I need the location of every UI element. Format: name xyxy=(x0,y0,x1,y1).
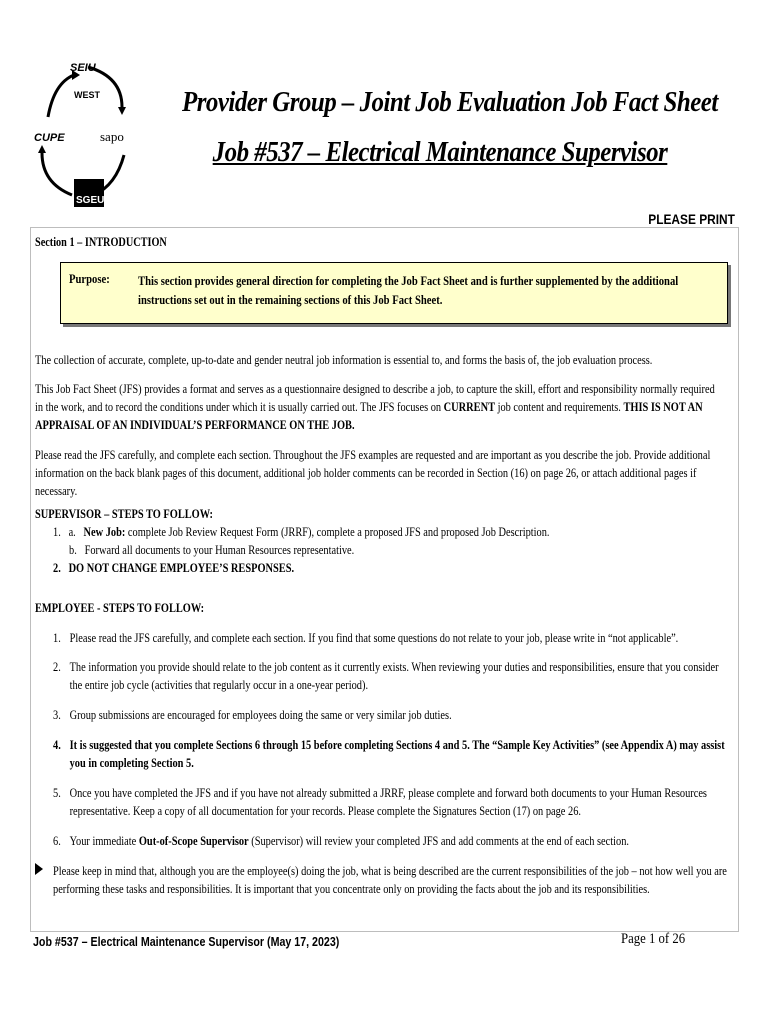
purpose-box xyxy=(60,262,728,324)
job-title: Job #537 – Electrical Maintenance Supervisor xyxy=(212,136,668,168)
purpose-text: This section provides general direction for completing the Job Fact Sheet and is further supplemented by the additional instructions set out in the remaining sections of this Job Fact Sheet. xyxy=(138,274,679,307)
instructions-paragraph: Please read the JFS carefully, and complete each section. Throughout the JFS examples are requested and are important as you describe the job. Provide additional information on the back blank pages of this document, additional job holder comments can be recorded in Section (16) on page 26, or attach additional pages if necessary. xyxy=(35,448,711,498)
document-title: Provider Group – Joint Job Evaluation Job Fact Sheet xyxy=(182,86,718,118)
supervisor-step-1b: b. Forward all documents to your Human Resources representative. xyxy=(69,543,355,557)
svg-text:WEST: WEST xyxy=(74,90,100,100)
supervisor-step-1a: 1. a. New Job: complete Job Review Request Form (JRRF), complete a proposed JFS and proposed Job Description. xyxy=(53,525,550,539)
svg-text:SEIU: SEIU xyxy=(70,62,96,74)
section-frame xyxy=(30,227,739,932)
reminder-note: Please keep in mind that, although you are the employee(s) doing the job, what is being described are the current responsibilities of the job – not how well you are performing these tasks and responsibilities. It is important that you concentrate only on providing the facts about the job and its responsibilities. xyxy=(53,864,727,896)
svg-text:CUPE: CUPE xyxy=(34,132,65,144)
svg-text:sapo: sapo xyxy=(100,129,124,144)
footer-job-title: Job #537 – Electrical Maintenance Supervisor (May 17, 2023) xyxy=(33,934,340,949)
page-number: Page 1 of 26 xyxy=(621,931,686,947)
purpose-label: Purpose: xyxy=(69,272,110,286)
intro-paragraph: The collection of accurate, complete, up-to-date and gender neutral job information is essential to, and forms the basis of, the job evaluation process. xyxy=(35,353,653,367)
employee-heading: EMPLOYEE - STEPS TO FOLLOW: xyxy=(35,601,205,615)
svg-text:SGEU: SGEU xyxy=(76,195,105,206)
employee-step-2: 2. The information you provide should relate to the job content as it currently exists. When reviewing your duties and responsibilities, ensure that you consider the entire job cycle (activities that regularly occur in a one-year period). xyxy=(53,660,719,692)
employee-step-1: 1. Please read the JFS carefully, and complete each section. If you find that some questions do not relate to your job, please write in “not applicable”. xyxy=(53,631,679,645)
employee-step-6: 6. Your immediate Out-of-Scope Supervisor (Supervisor) will review your completed JFS and add comments at the end of each section. xyxy=(53,834,629,848)
supervisor-step-2: 2. DO NOT CHANGE EMPLOYEE’S RESPONSES. xyxy=(53,561,295,575)
jfs-paragraph: This Job Fact Sheet (JFS) provides a format and serves as a questionnaire designed to describe a job, to capture the skill, effort and responsibility normally required in the work, and to record the conditions under which it is usually carried out. The JFS focuses on CURRENT job content and requirements. THIS IS NOT AN APPRAISAL OF AN INDIVIDUAL’S PERFORMANCE ON THE JOB. xyxy=(35,382,715,432)
arrowhead-bullet-icon xyxy=(35,863,43,875)
supervisor-heading: SUPERVISOR – STEPS TO FOLLOW: xyxy=(35,507,213,521)
employee-step-3: 3. Group submissions are encouraged for employees doing the same or very similar job duties. xyxy=(53,708,452,722)
employee-step-5: 5. Once you have completed the JFS and if you have not already submitted a JRRF, please complete and forward both documents to your Human Resources representative. Keep a copy of all documentation for your records. Please complete the Signatures Section (17) on page 26. xyxy=(53,786,707,818)
union-logos xyxy=(30,55,140,215)
please-print-note: PLEASE PRINT xyxy=(648,211,735,227)
section-heading: Section 1 – INTRODUCTION xyxy=(35,235,167,249)
employee-step-4: 4. It is suggested that you complete Sections 6 through 15 before completing Sections 4 and 5. The “Sample Key Activities” (see Appendix A) may assist you in completing Section 5. xyxy=(53,738,725,770)
